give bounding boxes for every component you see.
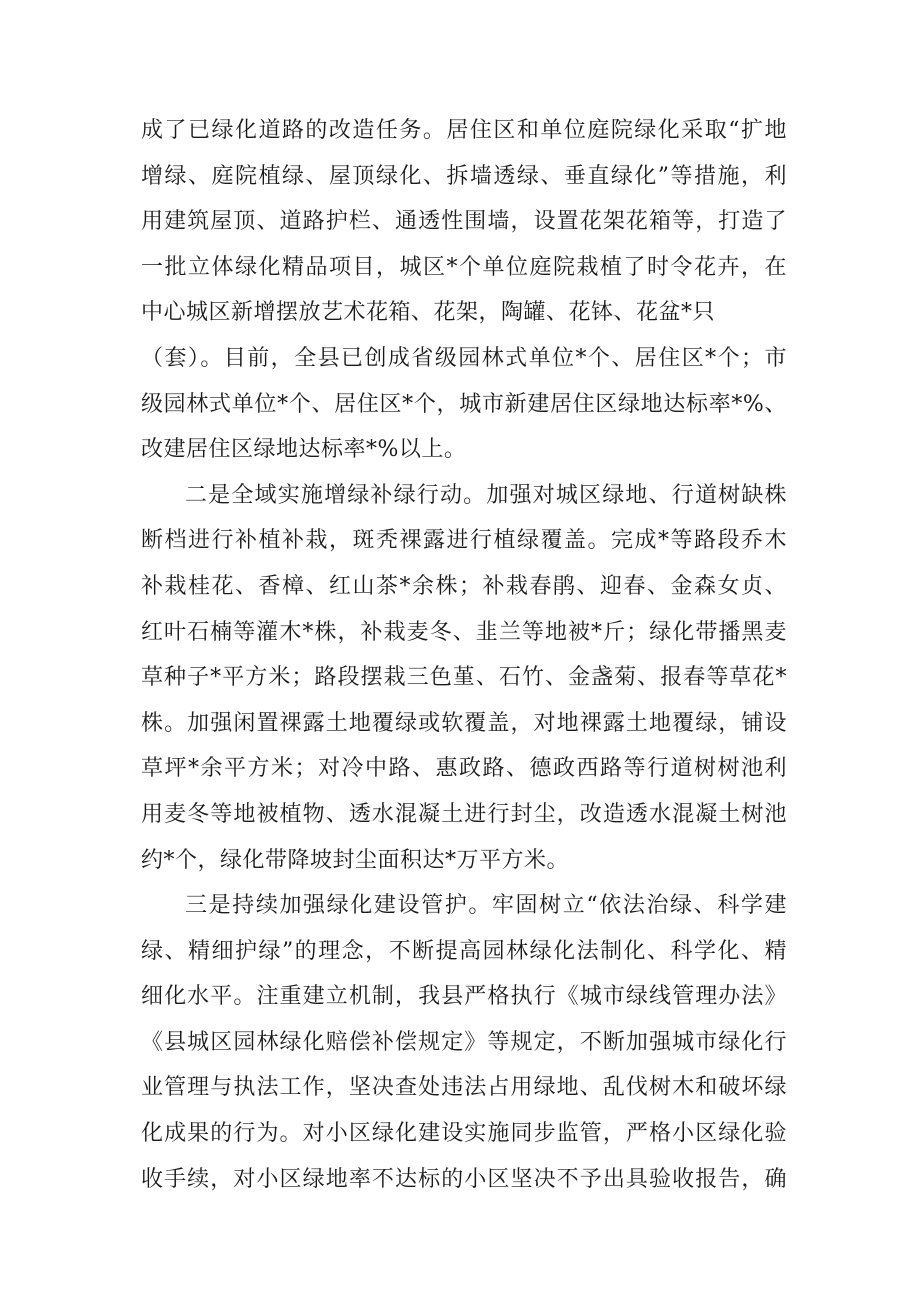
text-line: 用建筑屋顶、道路护栏、通透性围墙，设置花架花箱等，打造了 <box>141 209 787 235</box>
text-line: 级园林式单位*个、居住区*个，城市新建居住区绿地达标率*%、 <box>141 391 787 417</box>
text-line: 增绿、庭院植绿、屋顶绿化、拆墙透绿、垂直绿化”等措施，利 <box>141 163 787 189</box>
text-line: 业管理与执法工作，坚决查处违法占用绿地、乱伐树木和破坏绿 <box>141 1075 787 1101</box>
text-line: 一批立体绿化精品项目，城区*个单位庭院栽植了时令花卉，在 <box>141 254 787 280</box>
text-line: 中心城区新增摆放艺术花箱、花架，陶罐、花钵、花盆*只 <box>141 300 716 326</box>
text-line: 二是全域实施增绿补绿行动。加强对城区绿地、行道树缺株 <box>185 482 787 508</box>
text-line: 收手续，对小区绿地率不达标的小区坚决不予出具验收报告，确 <box>141 1166 787 1192</box>
text-line: 细化水平。注重建立机制，我县严格执行《城市绿线管理办法》 <box>141 984 787 1010</box>
text-line: （套）。目前，全县已创成省级园林式单位*个、居住区*个；市 <box>141 345 787 371</box>
text-line: 成了已绿化道路的改造任务。居住区和单位庭院绿化采取“扩地 <box>141 118 787 143</box>
text-line: 绿、精细护绿”的理念，不断提高园林绿化法制化、科学化、精 <box>141 938 787 964</box>
text-line: 株。加强闲置裸露土地覆绿或软覆盖，对地裸露土地覆绿，铺设 <box>141 710 787 736</box>
text-line: 草种子*平方米；路段摆栽三色堇、石竹、金盏菊、报春等草花* <box>141 665 787 691</box>
text-line: 约*个，绿化带降坡封尘面积达*万平方米。 <box>141 847 570 873</box>
text-line: 红叶石楠等灌木*株，补栽麦冬、韭兰等地被*斤；绿化带播黑麦 <box>141 619 787 645</box>
paragraph-1 <box>141 108 787 473</box>
text-line: 断档进行补植补栽，斑秃裸露进行植绿覆盖。完成*等路段乔木 <box>141 528 787 554</box>
text-line: 改建居住区绿地达标率*%以上。 <box>141 437 467 463</box>
text-line: 用麦冬等地被植物、透水混凝土进行封尘，改造透水混凝土树池 <box>141 801 787 827</box>
paragraph-3 <box>141 883 787 1202</box>
text-line: 补栽桂花、香樟、红山茶*余株；补栽春鹃、迎春、金森女贞、 <box>141 573 787 599</box>
body-text <box>141 108 787 1202</box>
text-line: 《县城区园林绿化赔偿补偿规定》等规定，不断加强城市绿化行 <box>141 1029 787 1055</box>
paragraph-2 <box>141 473 787 883</box>
text-line: 三是持续加强绿化建设管护。牢固树立“依法治绿、科学建 <box>185 893 787 919</box>
text-line: 化成果的行为。对小区绿化建设实施同步监管，严格小区绿化验 <box>141 1121 787 1147</box>
text-line: 草坪*余平方米；对冷中路、惠政路、德政西路等行道树树池利 <box>141 756 787 782</box>
